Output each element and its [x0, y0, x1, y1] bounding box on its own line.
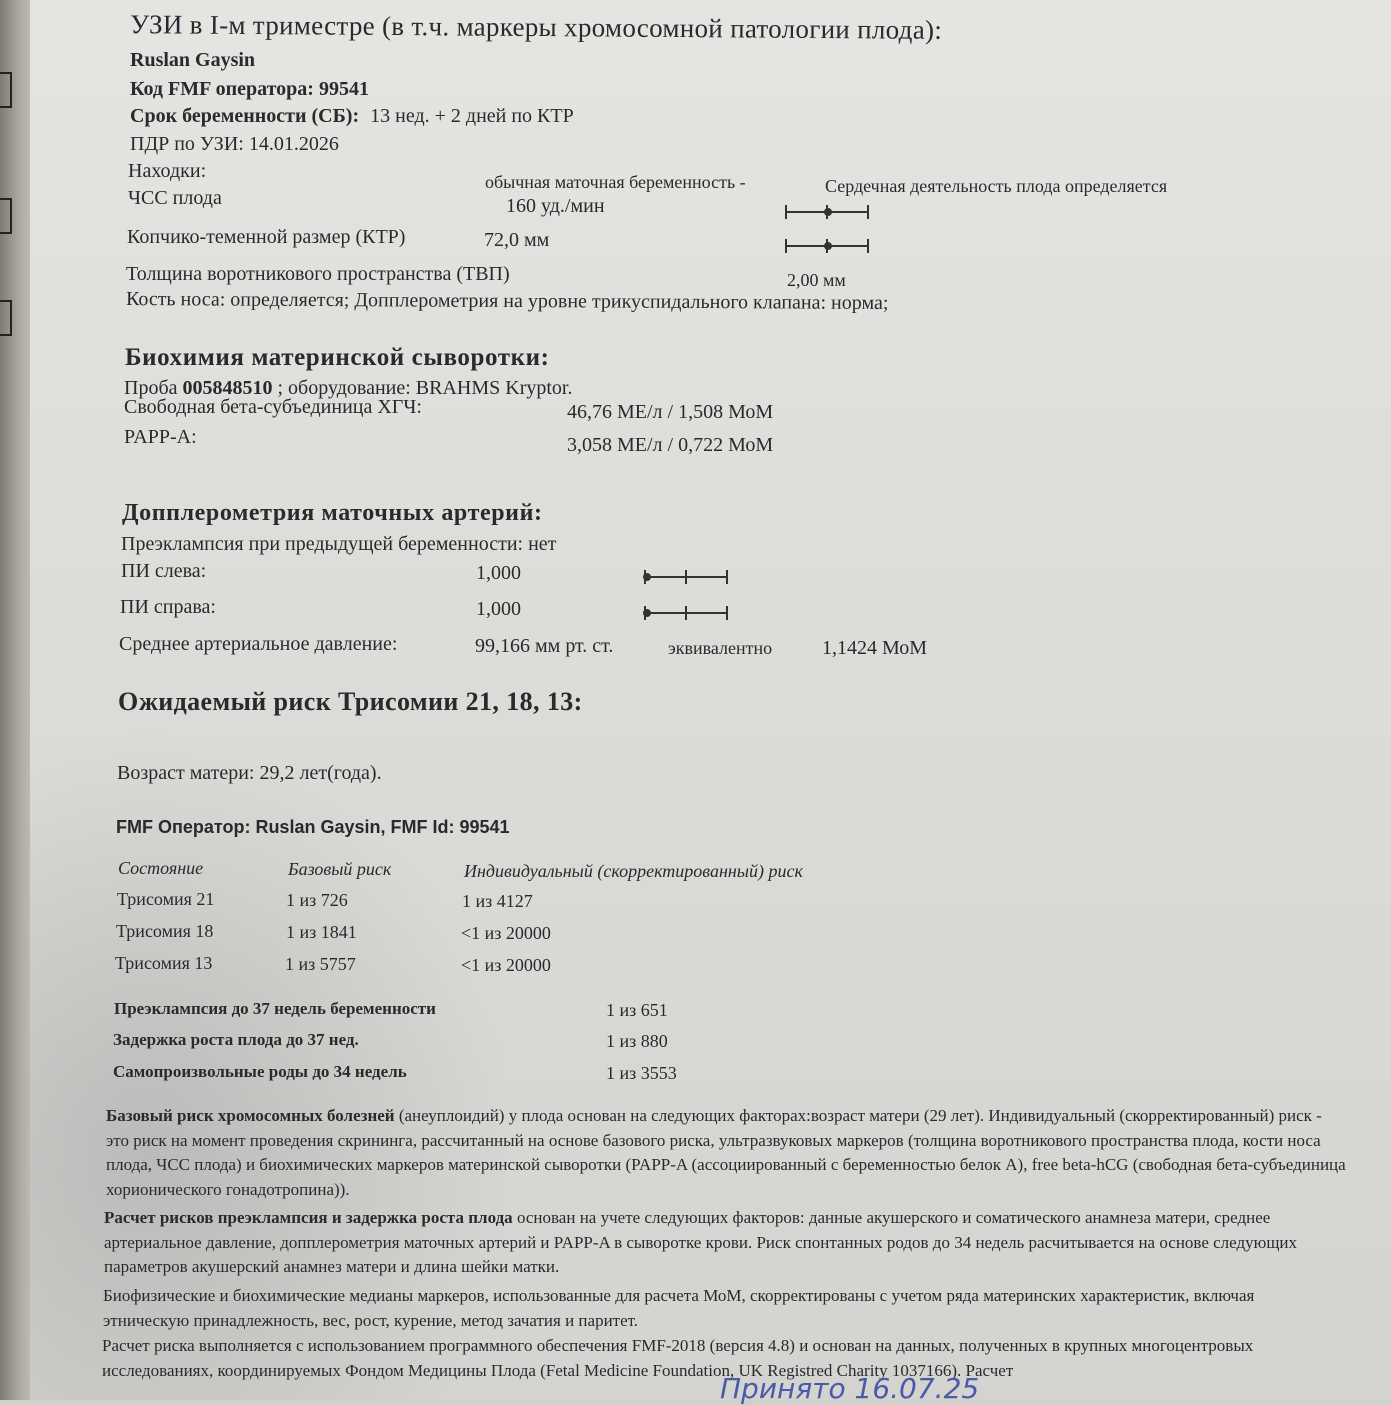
- heart-activity: Сердечная деятельность плода определяется: [825, 176, 1168, 196]
- note-software: Расчет риска выполняется с использованием программного обеспечения FMF-2018 (версия 4.8) и основан на данных, полученных в крупных многоцентровых исследованиях, координируемых Фондом Медицины Плода (Fetal Medicine Foundation, UK Registred Charity 1037166). Расчет: [102, 1336, 1254, 1380]
- scale-tick: [867, 205, 869, 219]
- doppler-title: Допплерометрия маточных артерий:: [122, 500, 543, 526]
- binder-hole: [0, 300, 12, 336]
- findings-value: обычная маточная беременность -: [485, 172, 746, 192]
- gestational-age: [130, 105, 574, 128]
- binder-hole: [0, 72, 12, 108]
- scale-marker: [824, 242, 832, 250]
- fhr-percentile-scale: [785, 205, 867, 219]
- pi-right-label: ПИ справа:: [120, 596, 216, 618]
- map-label: Среднее артериальное давление:: [119, 633, 398, 655]
- operator-name: Ruslan Gaysin: [130, 49, 256, 71]
- report-page: [30, 0, 1391, 1405]
- pi-right-value: 1,000: [476, 598, 521, 620]
- fmf-operator-line: FMF Оператор: Ruslan Gaysin, FMF Id: 99541: [116, 817, 510, 837]
- sample-prefix: Проба: [124, 377, 178, 399]
- fmf-code: Код FMF оператора: 99541: [130, 78, 369, 100]
- note-aneuploidy: [106, 1104, 1346, 1202]
- preeclampsia-history: Преэклампсия при предыдущей беременности: нет: [121, 533, 557, 555]
- crl-percentile-scale: [785, 239, 867, 253]
- pi-left-value: 1,000: [476, 562, 521, 584]
- maternal-age: Возраст матери: 29,2 лет(года).: [117, 762, 382, 784]
- scale-tick: [867, 239, 869, 253]
- binder-edge: [0, 0, 30, 1400]
- fhr-value: 160 уд./мин: [506, 195, 605, 217]
- t13-label: Трисомия 13: [115, 953, 213, 973]
- t18-label: Трисомия 18: [116, 921, 214, 941]
- pi-right-scale: [644, 606, 726, 620]
- pappa-value: 3,058 МЕ/л / 0,722 МоМ: [567, 434, 774, 456]
- pappa-label: PAPP-A:: [124, 426, 197, 448]
- crl-label: Копчико-теменной размер (КТР): [127, 226, 406, 248]
- t13-base: 1 из 5757: [285, 954, 356, 974]
- hcg-label: Свободная бета-субъединица ХГЧ:: [124, 396, 422, 418]
- preterm-risk-label: Самопроизвольные роды до 34 недель: [113, 1062, 407, 1081]
- ga-value: 13 нед. + 2 дней по КТР: [370, 105, 574, 127]
- scale-tick: [685, 570, 687, 584]
- col-header-base-risk: Базовый риск: [288, 859, 392, 879]
- map-mom: 1,1424 МоМ: [822, 637, 928, 659]
- sample-suffix: ; оборудование: BRAHMS Kryptor.: [277, 377, 573, 399]
- scale-marker: [643, 609, 651, 617]
- pi-left-scale: [644, 570, 726, 584]
- fgr-risk-value: 1 из 880: [606, 1031, 668, 1051]
- report-title: УЗИ в I-м триместре (в т.ч. маркеры хромосомной патологии плода):: [129, 9, 943, 45]
- note-preeclampsia-lead: Расчет рисков преэклампсия и задержка роста плода: [104, 1208, 513, 1227]
- preeclampsia-risk-value: 1 из 651: [606, 1000, 668, 1020]
- note-aneuploidy-lead: Базовый риск хромосомных болезней: [106, 1106, 395, 1125]
- preeclampsia-risk-label: Преэклампсия до 37 недель беременности: [114, 999, 436, 1018]
- scale-tick: [785, 205, 787, 219]
- map-value: 99,166 мм рт. ст.: [475, 635, 614, 657]
- t21-individual: 1 из 4127: [462, 891, 533, 911]
- note-preeclampsia-text: основан на учете следующих факторов: данные акушерского и соматического анамнеза матери, среднее артериальное давление, допплерометрия маточных артерий и PAPP-A в сыворотке крови. Риск спонтанных родов до 34 недель расчитывается на основе следующих параметров акушерский анамнез матери и длина шейки матки.: [104, 1208, 1298, 1277]
- scale-tick: [726, 606, 728, 620]
- col-header-individual-risk: Индивидуальный (скорректированный) риск: [464, 861, 803, 881]
- t21-label: Трисомия 21: [117, 889, 215, 909]
- nt-label: Толщина воротникового пространства (ТВП): [126, 263, 510, 285]
- binder-hole: [0, 198, 12, 234]
- nasal-bone-line: Кость носа: определяется; Допплерометрия на уровне трикуспидального клапана: норма;: [125, 288, 889, 314]
- risk-title: Ожидаемый риск Трисомии 21, 18, 13:: [118, 687, 583, 716]
- t13-individual: <1 из 20000: [461, 955, 551, 975]
- col-header-condition: Состояние: [118, 858, 204, 878]
- note-aneuploidy-text: (анеуплоидий) у плода основан на следующих факторах:возраст матери (29 лет). Индивидуальный (скорректированный) риск - это риск на момент проведения скрининга, рассчитанный на основе базового риска, ультразвуковых маркеров (толщина воротникового пространства плода, кости носа плода, ЧСС плода) и биохимических маркеров материнской сыворотки (PAPP-A (ассоциированный с беременностью белок А), free beta-hCG (свободная бета-субъединица хорионического гонадотропина)).: [106, 1106, 1346, 1199]
- findings-label: Находки:: [128, 160, 207, 182]
- ga-label: Срок беременности (СБ):: [130, 105, 360, 127]
- map-equivalent: эквивалентно: [668, 638, 773, 658]
- hcg-value: 46,76 МЕ/л / 1,508 МоМ: [567, 401, 774, 423]
- fhr-label: ЧСС плода: [128, 187, 222, 209]
- scale-marker: [643, 573, 651, 581]
- pi-left-label: ПИ слева:: [121, 560, 207, 582]
- t18-individual: <1 из 20000: [461, 923, 551, 943]
- scale-tick: [785, 239, 787, 253]
- crl-value: 72,0 мм: [484, 229, 550, 251]
- scale-tick: [685, 606, 687, 620]
- sample-id: 005848510: [182, 377, 273, 399]
- biochem-title: Биохимия материнской сыворотки:: [125, 344, 550, 371]
- fgr-risk-label: Задержка роста плода до 37 нед.: [113, 1030, 359, 1049]
- note-preeclampsia: [104, 1206, 1346, 1280]
- scale-tick: [726, 570, 728, 584]
- edd: ПДР по УЗИ: 14.01.2026: [130, 133, 339, 155]
- note-medians: Биофизические и биохимические медианы маркеров, использованные для расчета МоМ, скорректированы с учетом ряда материнских характеристик, включая этническую принадлежность, вес, рост, курение, метод зачатия и паритет.: [103, 1286, 1255, 1330]
- t21-base: 1 из 726: [286, 890, 348, 910]
- t18-base: 1 из 1841: [286, 922, 357, 942]
- scale-marker: [824, 208, 832, 216]
- handwritten-note: Принято 16.07.25: [720, 1372, 980, 1405]
- nt-value: 2,00 мм: [787, 270, 846, 290]
- preterm-risk-value: 1 из 3553: [606, 1063, 677, 1083]
